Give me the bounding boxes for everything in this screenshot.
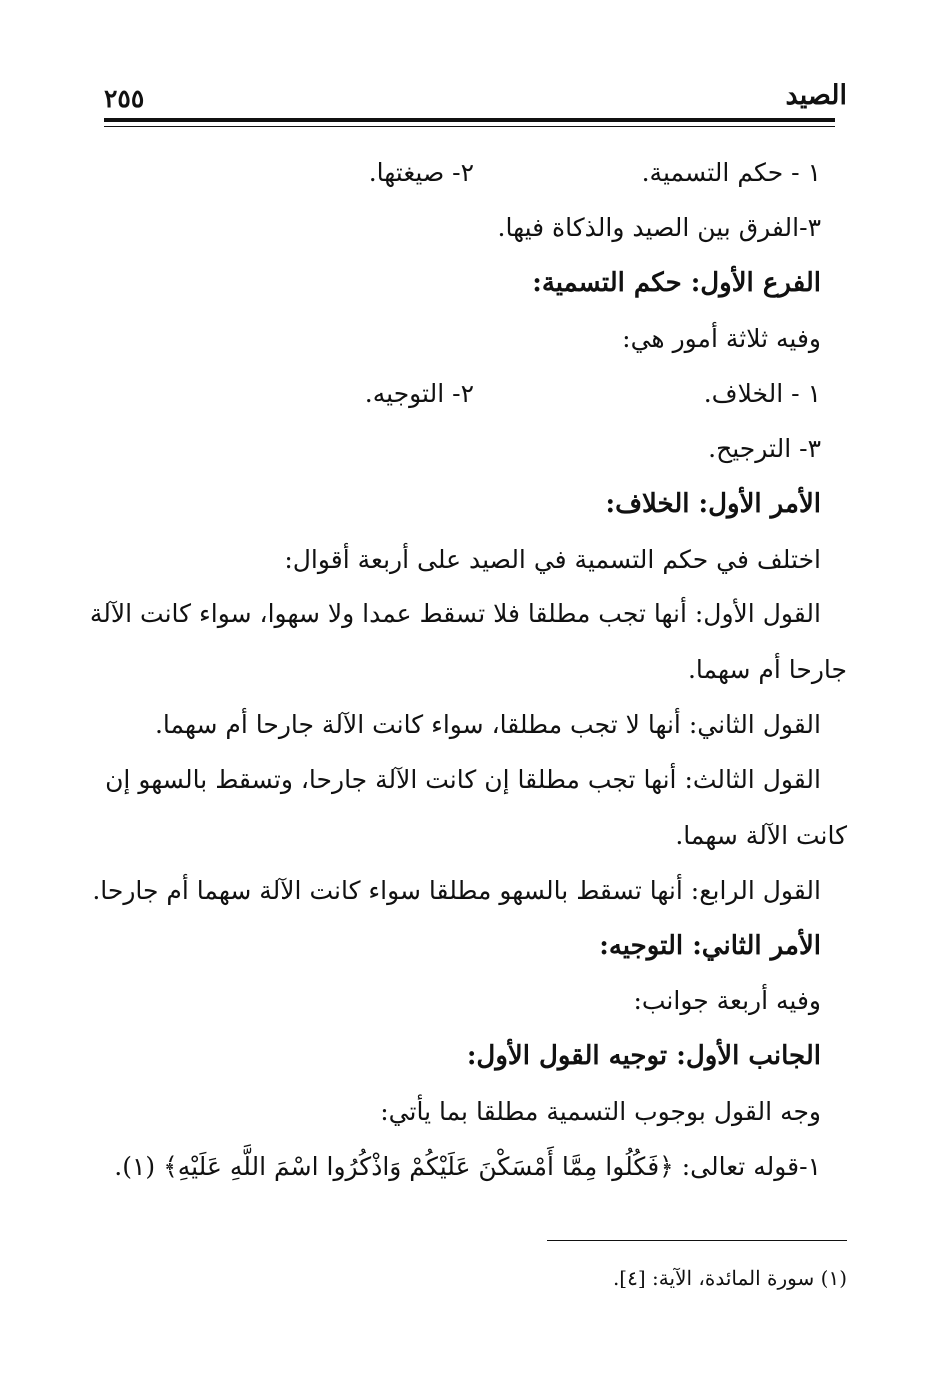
- list-item-justification: ٢- التوجيه.: [364, 379, 474, 408]
- paragraph-four-aspects: وفيه أربعة جوانب:: [633, 986, 821, 1015]
- paragraph-obligation: وجه القول بوجوب التسمية مطلقا بما يأتي:: [380, 1097, 821, 1126]
- header-rule-thin: [104, 126, 835, 127]
- paragraph-quran-verse: ١-قوله تعالى: ﴿فَكُلُوا مِمَّا أَمْسَكْنَ عَلَيْكُمْ وَاذْكُرُوا اسْمَ اللَّهِ عَلَيْهِ﴾ (١).: [114, 1152, 821, 1181]
- footnote: (١) سورة المائدة، الآية: [٤].: [612, 1266, 847, 1290]
- page-number: ٢٥٥: [104, 84, 145, 113]
- paragraph-third-opinion-cont: كانت الآلة سهما.: [675, 821, 847, 850]
- paragraph-first-opinion-cont: جارحا أم سهما.: [687, 655, 847, 684]
- paragraph-third-opinion: القول الثالث: أنها تجب مطلقا إن كانت الآلة جارحا، وتسقط بالسهو إن: [105, 765, 821, 794]
- section-heading-first-aspect: الجانب الأول: توجيه القول الأول:: [466, 1041, 821, 1071]
- header-rule-thick: [104, 118, 835, 122]
- section-heading-second-matter: الأمر الثاني: التوجيه:: [599, 931, 821, 961]
- list-item-wording: ٢- صيغتها.: [368, 158, 474, 187]
- section-heading-first-matter: الأمر الأول: الخلاف:: [605, 489, 821, 519]
- list-item-preference: ٣- الترجيح.: [708, 434, 821, 463]
- list-item-disagreement: ١ - الخلاف.: [703, 379, 821, 408]
- running-header-title: الصيد: [785, 80, 847, 111]
- paragraph-second-opinion: القول الثاني: أنها لا تجب مطلقا، سواء كانت الآلة جارحا أم سهما.: [154, 710, 821, 739]
- footnote-rule: [547, 1240, 847, 1241]
- list-item-difference: ٣-الفرق بين الصيد والذكاة فيها.: [497, 213, 821, 242]
- paragraph-three-matters: وفيه ثلاثة أمور هي:: [622, 324, 821, 353]
- paragraph-four-opinions: اختلف في حكم التسمية في الصيد على أربعة أقوال:: [284, 545, 821, 574]
- paragraph-fourth-opinion: القول الرابع: أنها تسقط بالسهو مطلقا سواء كانت الآلة سهما أم جارحا.: [92, 876, 821, 905]
- section-heading-first-branch: الفرع الأول: حكم التسمية:: [532, 268, 821, 298]
- paragraph-first-opinion: القول الأول: أنها تجب مطلقا فلا تسقط عمدا ولا سهوا، سواء كانت الآلة: [89, 599, 821, 628]
- list-item-naming-ruling: ١ - حكم التسمية.: [641, 158, 821, 187]
